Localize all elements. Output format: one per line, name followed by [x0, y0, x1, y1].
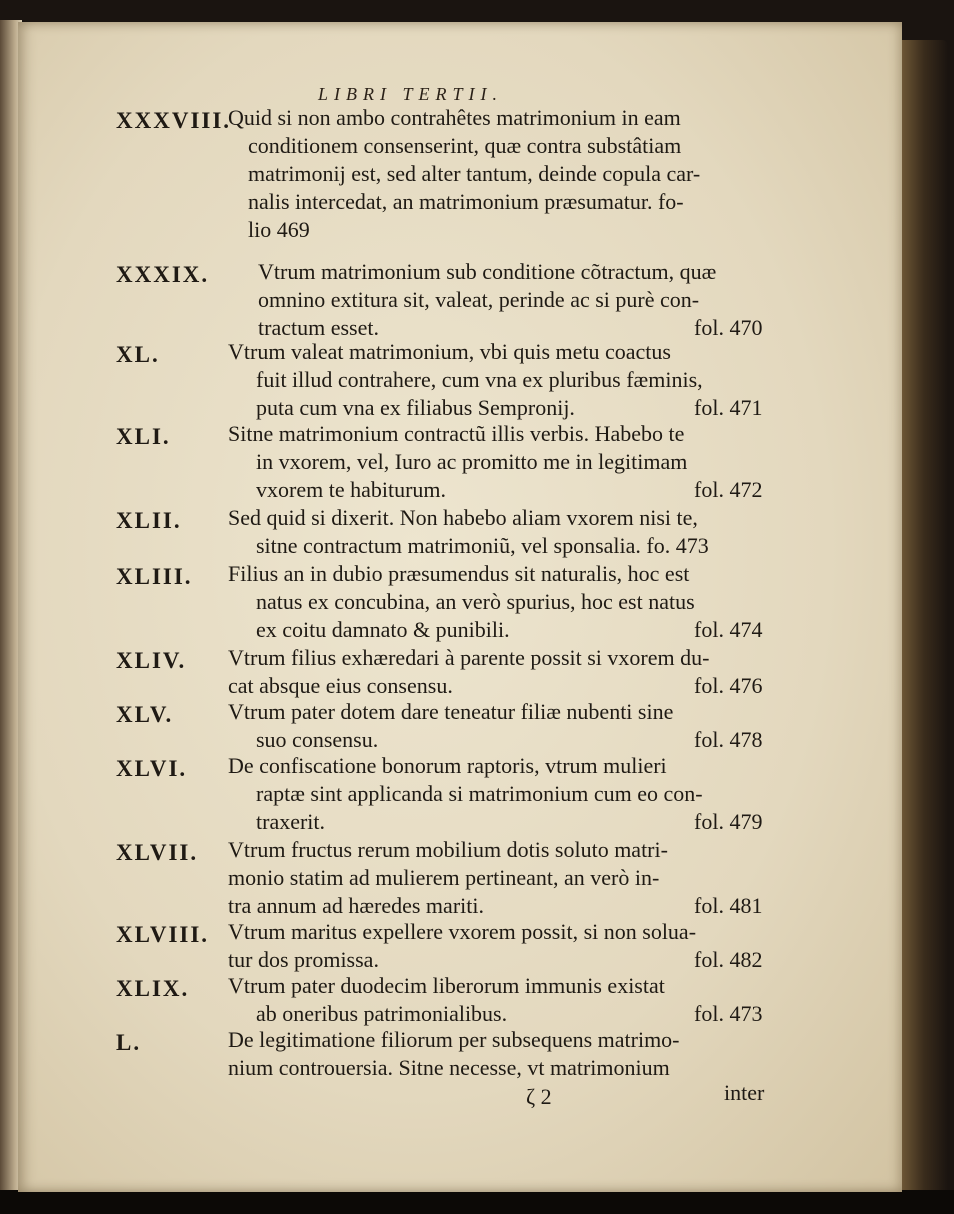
- entry-text-line: raptæ sint applicanda si matrimonium cum eo con-: [256, 781, 703, 806]
- entry-text-line: Vtrum pater dotem dare teneatur filiæ nubenti sine: [228, 699, 674, 724]
- entry-text-line: Vtrum matrimonium sub conditione cõtractum, quæ: [258, 259, 717, 284]
- entry-folio: fol. 470: [694, 315, 763, 340]
- entry-text-line: De confiscatione bonorum raptoris, vtrum mulieri: [228, 753, 667, 778]
- entry-text-line: monio statim ad mulierem pertineant, an verò in-: [228, 865, 660, 890]
- entry-text-line: Sitne matrimonium contractũ illis verbis. Habebo te: [228, 421, 685, 446]
- entry-folio: fol. 474: [694, 617, 763, 642]
- entry-text-line: Vtrum fructus rerum mobilium dotis soluto matri-: [228, 837, 668, 862]
- entry-text-line: lio 469: [248, 217, 310, 242]
- entry-text-line: tur dos promissa.: [228, 947, 379, 972]
- entry-text-line: conditionem consenserint, quæ contra substâtiam: [248, 133, 682, 158]
- running-head: LIBRI TERTII.: [318, 84, 503, 104]
- entry-text-line: Vtrum valeat matrimonium, vbi quis metu coactus: [228, 339, 671, 364]
- entry-text-line: suo consensu.: [256, 727, 379, 752]
- entry-text-line: Vtrum pater duodecim liberorum immunis existat: [228, 973, 665, 998]
- catchword: inter: [724, 1080, 765, 1105]
- entry-text-line: fuit illud contrahere, cum vna ex pluribus fæminis,: [256, 367, 703, 392]
- entry-folio: fol. 479: [694, 809, 763, 834]
- book-page: [18, 22, 902, 1192]
- bottom-shadow: [0, 1190, 954, 1214]
- signature-mark: ζ 2: [526, 1084, 552, 1109]
- entry-folio: fol. 481: [694, 893, 763, 918]
- entry-text-line: omnino extitura sit, valeat, perinde ac si purè con-: [258, 287, 700, 312]
- entry-text-line: tra annum ad hæredes mariti.: [228, 893, 484, 918]
- entry-numeral: L.: [116, 1030, 142, 1055]
- entry-text-line: puta cum vna ex filiabus Sempronij.: [256, 395, 575, 420]
- entry-numeral: XLVIII.: [116, 922, 210, 947]
- entry-folio: fol. 473: [694, 1001, 763, 1026]
- entry-numeral: XLI.: [116, 424, 171, 449]
- entry-numeral: XLVII.: [116, 840, 199, 865]
- entry-folio: fol. 482: [694, 947, 763, 972]
- entry-folio: fol. 476: [694, 673, 763, 698]
- entry-text-line: nium controuersia. Sitne necesse, vt matrimonium: [228, 1055, 670, 1080]
- entry-folio: fol. 472: [694, 477, 763, 502]
- entry-text-line: Quid si non ambo contrahêtes matrimonium in eam: [228, 105, 681, 130]
- entry-text-line: in vxorem, vel, Iuro ac promitto me in legitimam: [256, 449, 688, 474]
- entry-folio: fol. 471: [694, 395, 763, 420]
- entry-numeral: XLII.: [116, 508, 182, 533]
- entry-text-line: traxerit.: [256, 809, 326, 834]
- entry-numeral: XXXIX.: [116, 262, 210, 287]
- entry-text-line: matrimonij est, sed alter tantum, deinde copula car-: [248, 161, 701, 186]
- entry-folio: fol. 478: [694, 727, 763, 752]
- entry-text-line: nalis intercedat, an matrimonium præsumatur. fo-: [248, 189, 684, 214]
- entry-numeral: XXXVIII.: [116, 108, 232, 133]
- entry-text-line: De legitimatione filiorum per subsequens matrimo-: [228, 1027, 680, 1052]
- entry-text-line: Filius an in dubio præsumendus sit naturalis, hoc est: [228, 561, 690, 586]
- entry-text-line: natus ex concubina, an verò spurius, hoc est natus: [256, 589, 695, 614]
- entry-numeral: XLV.: [116, 702, 174, 727]
- entry-numeral: XLIV.: [116, 648, 187, 673]
- entry-text-line: ex coitu damnato & punibili.: [256, 617, 510, 642]
- entry-text-line: tractum esset.: [258, 315, 379, 340]
- entry-text-line: ab oneribus patrimonialibus.: [256, 1001, 508, 1026]
- entry-text-line: cat absque eius consensu.: [228, 673, 453, 698]
- entry-text-line: Sed quid si dixerit. Non habebo aliam vxorem nisi te,: [228, 505, 698, 530]
- entry-numeral: XL.: [116, 342, 160, 367]
- entry-numeral: XLIX.: [116, 976, 190, 1001]
- entry-text-line: Vtrum maritus expellere vxorem possit, si non solua-: [228, 919, 697, 944]
- entry-numeral: XLVI.: [116, 756, 188, 781]
- entry-text-line: Vtrum filius exhæredari à parente possit si vxorem du-: [228, 645, 710, 670]
- entry-numeral: XLIII.: [116, 564, 193, 589]
- entry-text-line: vxorem te habiturum.: [256, 477, 447, 502]
- entry-text-line: sitne contractum matrimoniũ, vel sponsalia. fo. 473: [256, 533, 709, 558]
